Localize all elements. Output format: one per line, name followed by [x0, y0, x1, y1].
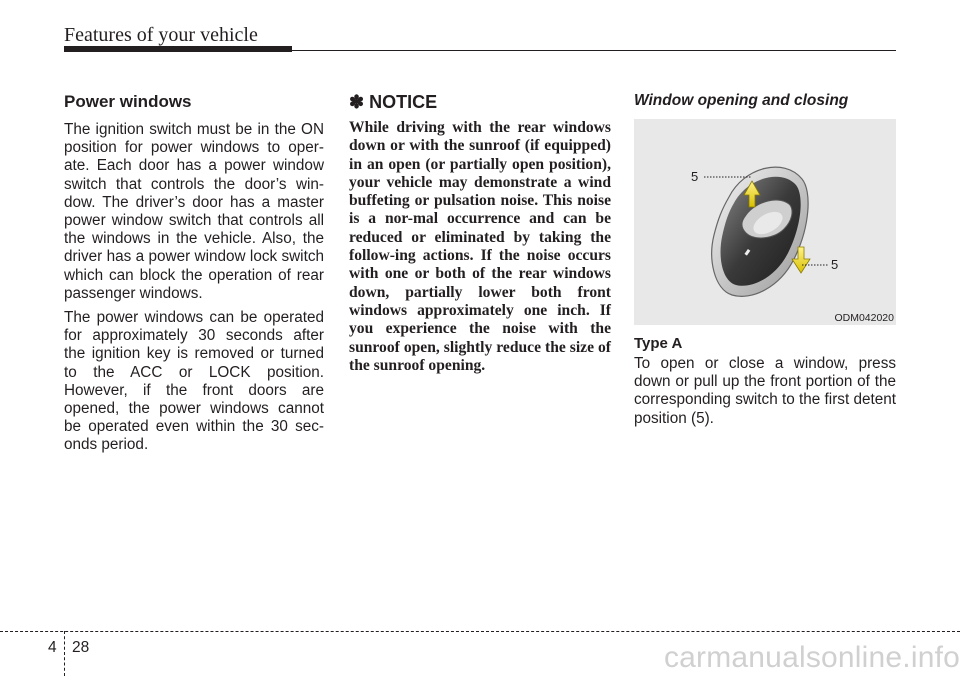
header-rule: [292, 50, 896, 51]
callout-label-up: 5: [691, 169, 699, 184]
window-opening-subheading: Window opening and closing: [634, 92, 849, 109]
callout-label-down: 5: [831, 257, 839, 272]
window-operation-column: [634, 92, 896, 434]
window-switch-illustration: [634, 119, 896, 325]
site-watermark: carmanualsonline.info: [663, 641, 960, 674]
power-windows-column: [64, 92, 324, 461]
figure-code: ODM042020: [834, 312, 894, 324]
notice-heading: ✽ NOTICE: [349, 92, 438, 112]
footer-divider: [64, 631, 65, 676]
type-a-instructions: To open or close a window, press down or pull up the front portion of the corresponding switch to the first detent position (5).: [634, 355, 896, 427]
notice-column: [349, 92, 611, 375]
power-windows-paragraph-1: The ignition switch must be in the ON position for power windows to oper-ate. Each door has a power window switch that controls the door’s win-dow. The driver’s door has a master power window switch that controls all the windows in the vehicle. Also, the driver has a power window lock switch which can block the operation of rear passenger windows.: [64, 121, 324, 302]
window-switch-figure: [634, 119, 896, 325]
power-windows-heading: Power windows: [64, 92, 192, 111]
footer-rule: [0, 631, 960, 632]
header-bar: [64, 46, 292, 52]
section-header-title: Features of your vehicle: [64, 24, 258, 46]
power-windows-paragraph-2: The power windows can be operated for approximately 30 seconds after the ignition key is removed or turned to the ACC or LOCK position. However, if the front doors are opened, the power windows cannot be operated even within the 30 sec-onds period.: [64, 309, 324, 454]
page-number: 28: [72, 639, 90, 656]
notice-body: While driving with the rear windows down or with the sunroof (if equipped) in an open (or partially open position), your vehicle may demonstrate a wind buffeting or pulsation noise. This noise is a nor-mal occurrence and can be reduced or eliminated by taking the follow-ing actions. If the noise occurs with one or both of the rear windows down, partially lower both front windows approximately one inch. If you experience the noise with the sunroof open, slightly reduce the size of the sunroof opening.: [349, 119, 611, 374]
chapter-number: 4: [48, 639, 57, 656]
type-a-label: Type A: [634, 335, 683, 352]
